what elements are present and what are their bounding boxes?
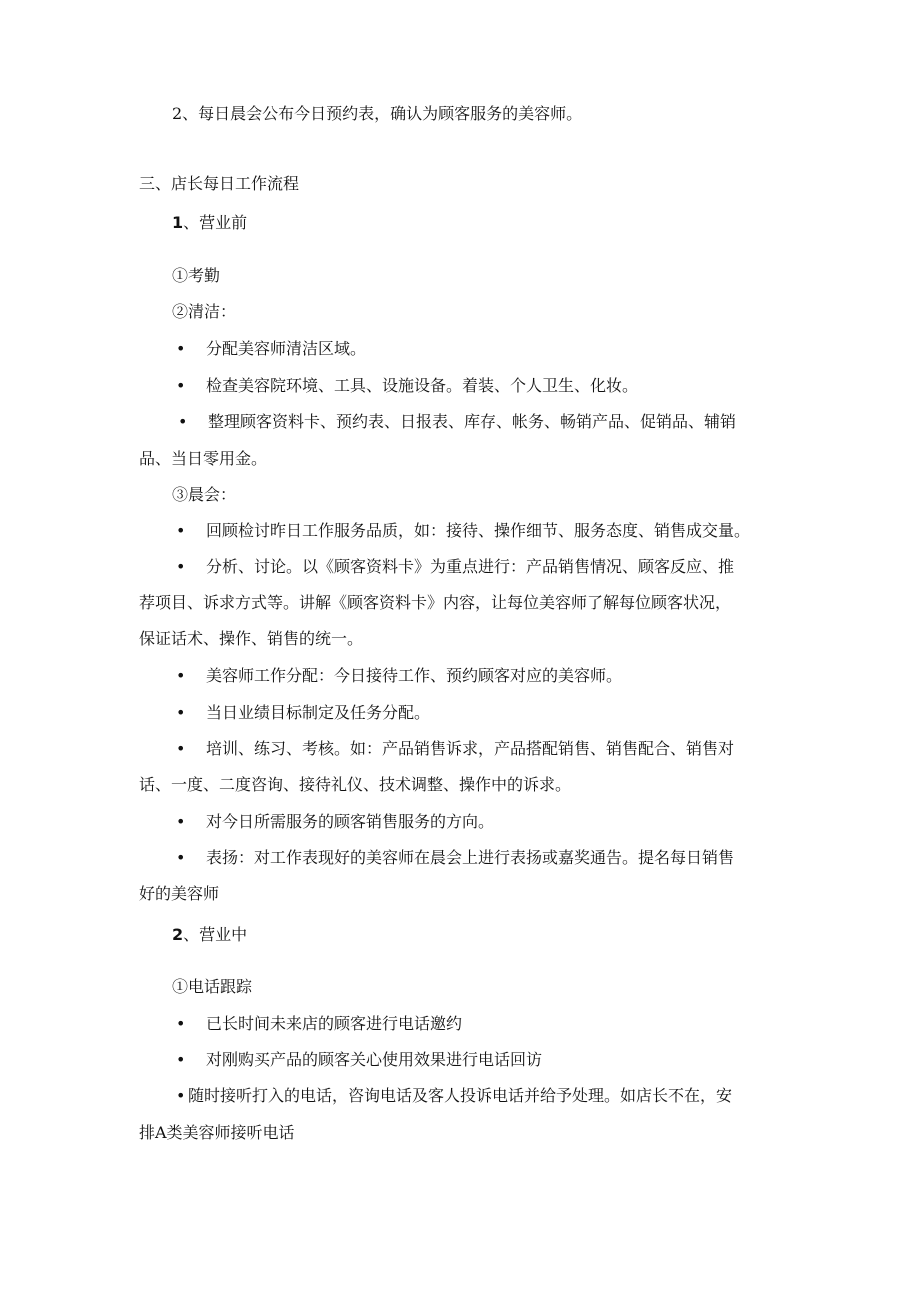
bullet-item: • 对刚购买产品的顾客关心使用效果进行电话回访 — [176, 1050, 543, 1069]
bullet-icon: • — [176, 339, 186, 358]
bullet-icon: • — [176, 739, 186, 758]
bullet-icon: • — [178, 412, 188, 431]
bullet-item: • 随时接听打入的电话，咨询电话及客人投诉电话并给予处理。如店长不在，安 — [176, 1086, 733, 1105]
bullet-item-continuation: 话、一度、二度咨询、接待礼仪、技术调整、操作中的诉求。 — [139, 775, 572, 794]
bullet-item: • 整理顾客资料卡、预约表、日报表、库存、帐务、畅销产品、促销品、辅销 — [178, 412, 737, 431]
item-cleaning: ②清洁： — [172, 302, 237, 321]
bullet-item-continuation: 排A类美容师接听电话 — [139, 1123, 295, 1142]
bullet-icon: • — [176, 1014, 186, 1033]
bullet-item: • 当日业绩目标制定及任务分配。 — [176, 703, 431, 722]
bullet-item: • 已长时间未来店的顾客进行电话邀约 — [176, 1014, 463, 1033]
bullet-icon: • — [176, 666, 186, 685]
bullet-icon: • — [176, 703, 186, 722]
bullet-item: • 表扬：对工作表现好的美容师在晨会上进行表扬或嘉奖通告。提名每日销售 — [176, 848, 735, 867]
bullet-icon: • — [176, 1050, 186, 1069]
section-heading-store-manager-daily-workflow: 三、店长每日工作流程 — [139, 174, 300, 193]
bullet-item: • 分析、讨论。以《顾客资料卡》为重点进行：产品销售情况、顾客反应、推 — [176, 557, 735, 576]
bullet-item: • 对今日所需服务的顾客销售服务的方向。 — [176, 812, 495, 831]
item-attendance: ①考勤 — [172, 266, 221, 285]
bullet-item: • 分配美容师清洁区域。 — [176, 339, 367, 358]
bullet-item: • 美容师工作分配：今日接待工作、预约顾客对应的美容师。 — [176, 666, 623, 685]
bullet-icon: • — [176, 812, 186, 831]
bullet-item: • 检查美容院环境、工具、设施设备。着装、个人卫生、化妆。 — [176, 376, 639, 395]
bullet-item: • 培训、练习、考核。如：产品销售诉求，产品搭配销售、销售配合、销售对 — [176, 739, 735, 758]
bullet-icon: • — [176, 376, 186, 395]
bullet-icon: • — [176, 521, 186, 540]
subheading-before-business: 1、营业前 — [172, 213, 248, 232]
bullet-item-continuation: 好的美容师 — [139, 884, 220, 903]
bullet-item-continuation: 荐项目、诉求方式等。讲解《顾客资料卡》内容，让每位美容师了解每位顾客状况， — [139, 593, 732, 612]
item-morning-meeting: ③晨会： — [172, 485, 237, 504]
bullet-item-continuation: 保证话术、操作、销售的统一。 — [139, 629, 364, 648]
bullet-icon: • — [176, 1086, 186, 1105]
paragraph-morning-meeting-schedule: 2、每日晨会公布今日预约表，确认为顾客服务的美容师。 — [172, 104, 583, 123]
bullet-item: • 回顾检讨昨日工作服务品质，如：接待、操作细节、服务态度、销售成交量。 — [176, 521, 751, 540]
item-phone-follow-up: ①电话跟踪 — [172, 977, 253, 996]
subheading-during-business: 2、营业中 — [172, 925, 248, 944]
bullet-icon: • — [176, 848, 186, 867]
bullet-icon: • — [176, 557, 186, 576]
bullet-item-continuation: 品、当日零用金。 — [139, 449, 268, 468]
